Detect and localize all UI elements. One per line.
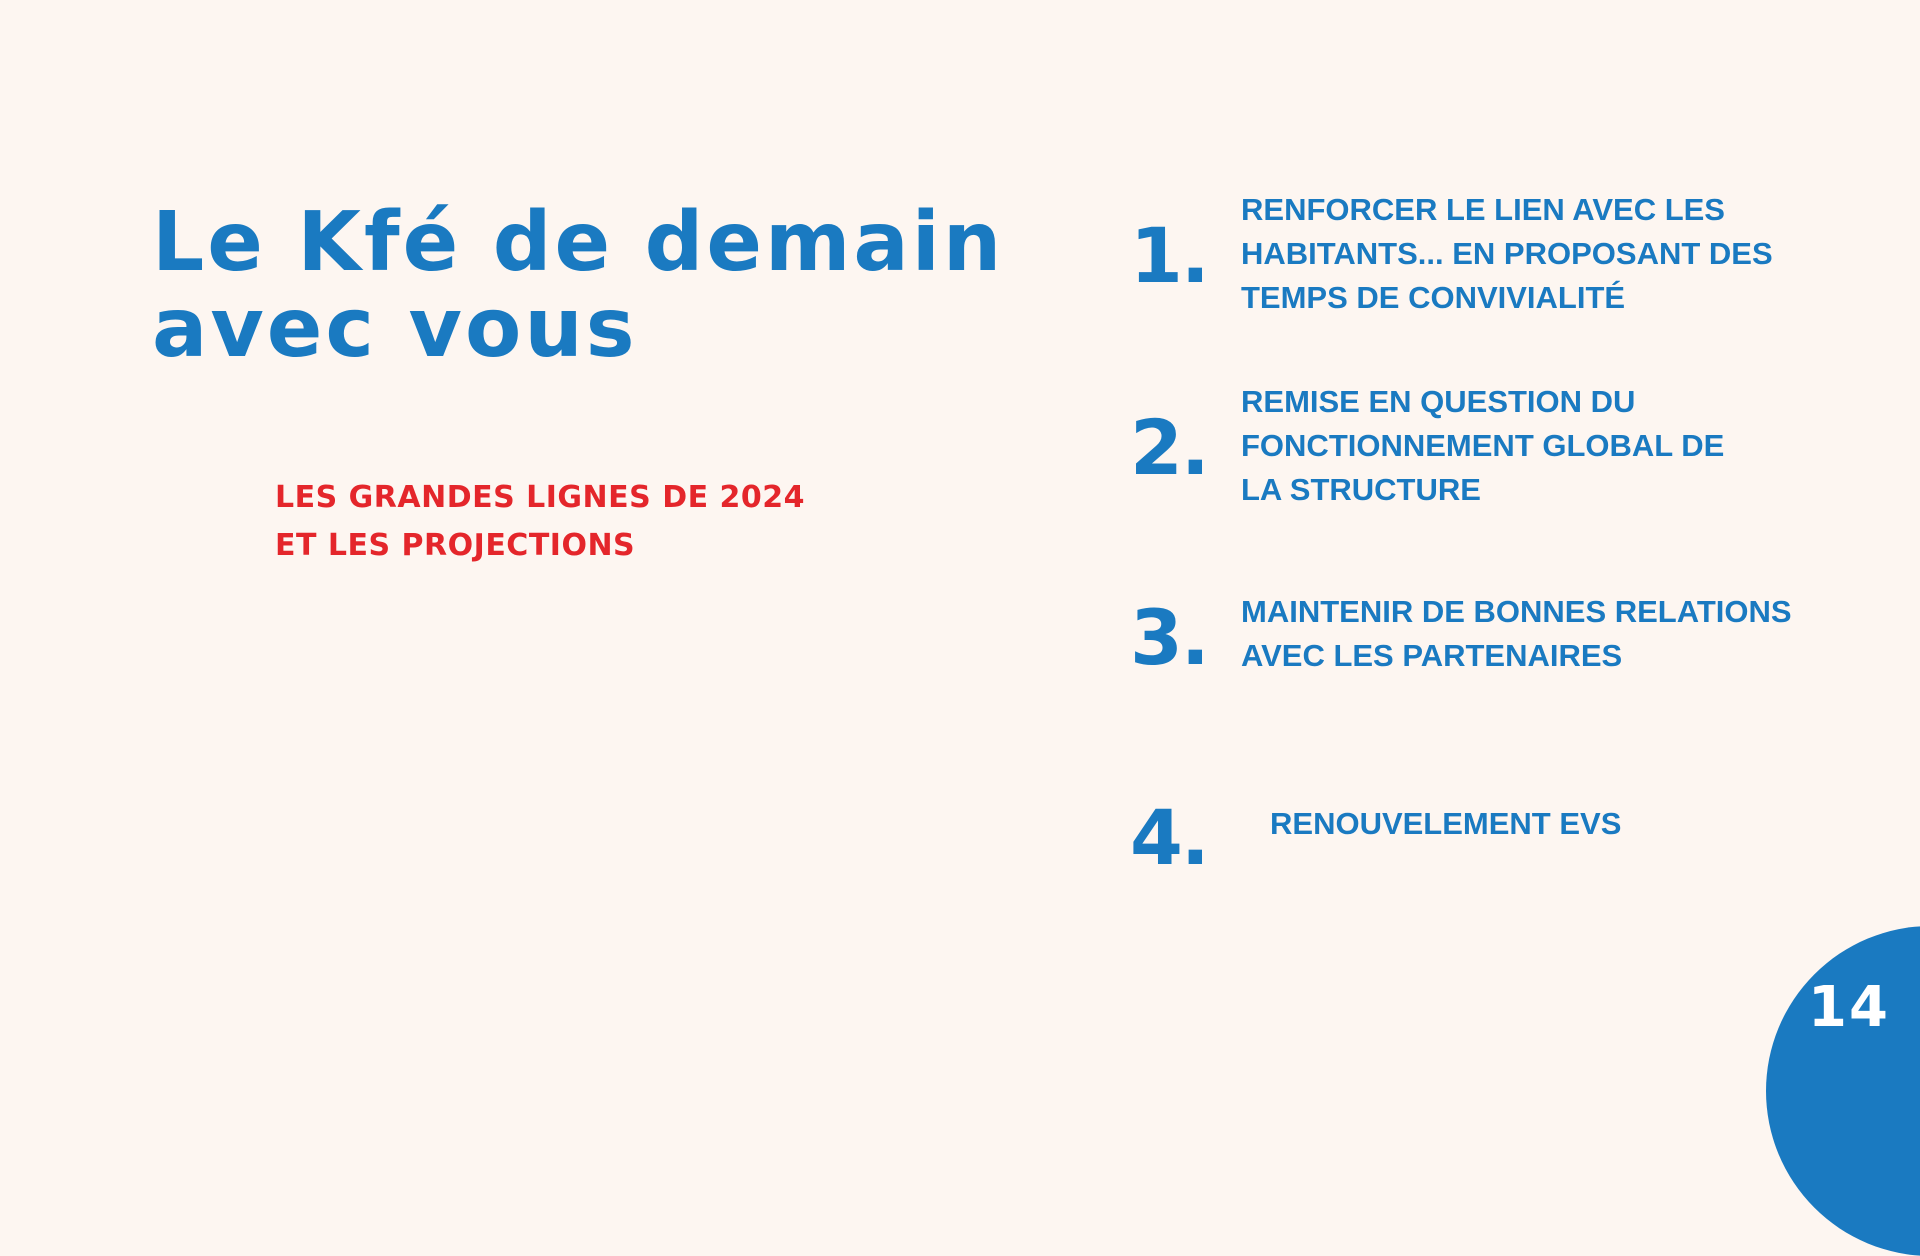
list-item-text: [1241, 188, 1773, 320]
list-item-line: AVEC LES PARTENAIRES: [1241, 638, 1623, 673]
list-item-number: 1.: [1130, 211, 1208, 300]
list-item-line: RENOUVELEMENT EVS: [1270, 806, 1622, 841]
list-item-line: FONCTIONNEMENT GLOBAL DE: [1241, 428, 1725, 463]
slide-subtitle-line: LES GRANDES LIGNES DE 2024: [275, 480, 806, 515]
list-item-text: [1241, 590, 1792, 678]
slide-title-line: Le Kfé de demain: [152, 195, 1005, 290]
list-item-text: [1241, 380, 1724, 512]
list-item-number: 3.: [1130, 593, 1208, 682]
list-item-line: LA STRUCTURE: [1241, 472, 1481, 507]
page-number: 14: [1808, 975, 1890, 1040]
list-item-line: HABITANTS... EN PROPOSANT DES: [1241, 236, 1773, 271]
list-item-line: RENFORCER LE LIEN AVEC LES: [1241, 192, 1725, 227]
list-item-text: [1270, 802, 1621, 846]
slide-title-line: avec vous: [152, 281, 638, 376]
slide-title: [152, 195, 1005, 376]
list-item-line: MAINTENIR DE BONNES RELATIONS: [1241, 594, 1792, 629]
slide-subtitle: [275, 474, 805, 570]
slide-subtitle-line: ET LES PROJECTIONS: [275, 528, 636, 563]
list-item-number: 2.: [1130, 403, 1208, 492]
list-item-line: TEMPS DE CONVIVIALITÉ: [1241, 280, 1626, 315]
list-item-line: REMISE EN QUESTION DU: [1241, 384, 1636, 419]
list-item-number: 4.: [1130, 793, 1208, 882]
